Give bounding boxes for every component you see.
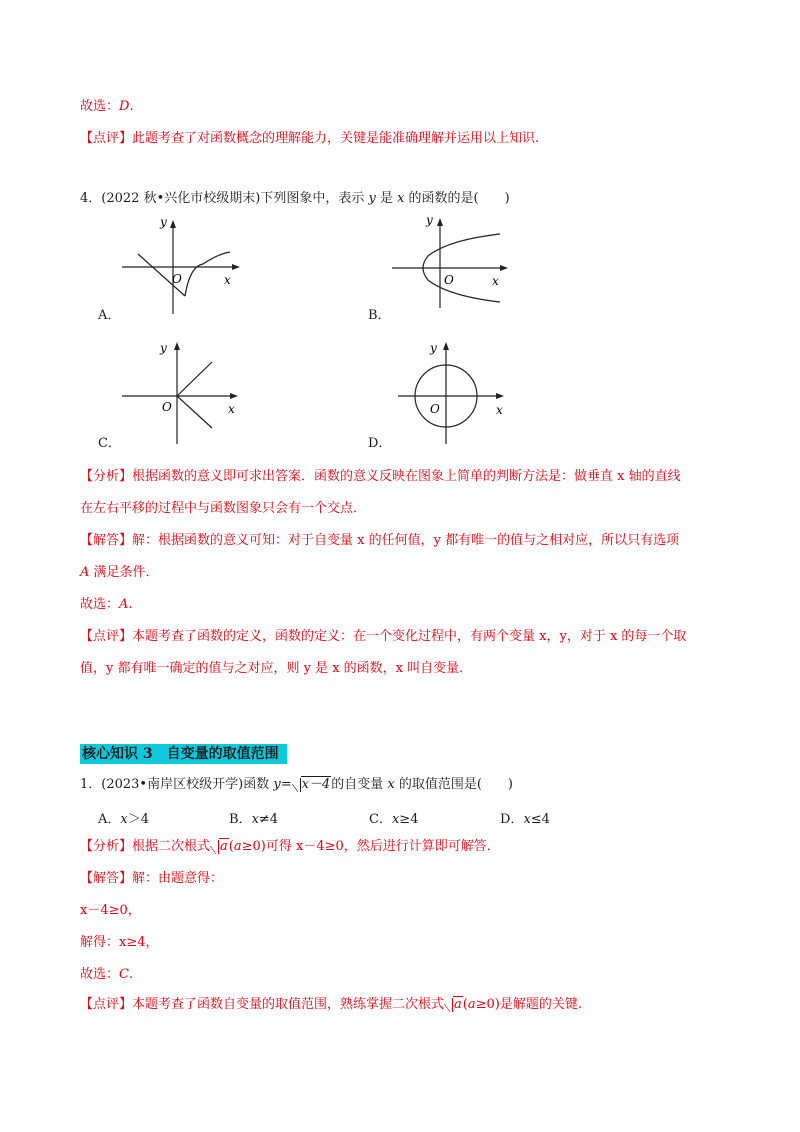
graph-d-x-label: x <box>496 403 503 417</box>
q1-solution-line: 【解答】解：由题意得： <box>80 871 224 886</box>
choice-c: C．x≥4 <box>369 812 419 827</box>
graph-a <box>120 214 250 316</box>
graph-b-y-label: y <box>426 213 433 227</box>
q4-comment-line1: 【点评】本题考查了函数的定义，函数的定义：在一个变化过程中，有两个变量 x，y，对于 x 的每一个取 <box>80 629 687 644</box>
comment-tag: 【点评】 <box>80 997 133 1012</box>
graph-a-origin-label: O <box>172 272 182 286</box>
option-d-label: D． <box>368 436 392 451</box>
graph-b-x-label: x <box>492 274 499 288</box>
sqrt-a-comment: a <box>444 996 463 1014</box>
graph-a-x-label: x <box>224 273 231 287</box>
q1-comment-line: 【点评】本题考查了函数自变量的取值范围，熟练掌握二次根式 a(a≥0)是解题的关键. <box>80 997 583 1012</box>
choice-a: A．x＞4 <box>98 812 150 827</box>
graph-c <box>120 336 250 446</box>
q4-analysis-line1: 【分析】根据函数的意义即可求出答案．函数的意义反映在图象上简单的判断方法是：做垂直 x 轴的直线 <box>80 469 681 484</box>
option-a-label: A． <box>98 308 121 323</box>
graph-c-y-label: y <box>160 341 167 355</box>
question-1-stem: 1．(2023•南岸区校级开学)函数 y= x－4的自变量 x 的取值范围是( ) <box>80 777 513 792</box>
question-4-stem: 4．(2022 秋•兴化市校级期末)下列图象中，表示 y 是 x 的函数的是( ) <box>80 191 510 206</box>
comment-tag: 【点评】 <box>80 629 133 644</box>
sqrt-expression: x－4 <box>292 776 332 794</box>
q4-answer-line: 故选：A. <box>80 597 133 612</box>
graph-c-x-label: x <box>228 402 235 416</box>
solution-tag: 【解答】 <box>80 871 133 886</box>
solution-tag: 【解答】 <box>80 533 133 548</box>
graph-d-origin-label: O <box>430 402 440 416</box>
q1-answer-line: 故选：C. <box>80 967 134 982</box>
sqrt-a: a <box>210 838 229 856</box>
q1-step2: 解得：x≥4， <box>80 935 159 950</box>
section-heading: 核心知识 3 自变量的取值范围 <box>80 744 287 764</box>
analysis-tag: 【分析】 <box>80 469 133 484</box>
comment-line: 【点评】此题考查了对函数概念的理解能力，关键是能准确理解并运用以上知识. <box>80 131 540 146</box>
q1-analysis-line: 【分析】根据二次根式 a(a≥0)可得 x－4≥0，然后进行计算即可解答． <box>80 839 500 854</box>
option-c-label: C． <box>98 436 121 451</box>
q1-step1: x－4≥0， <box>80 903 141 918</box>
graph-a-y-label: y <box>160 215 167 229</box>
comment-tag: 【点评】 <box>80 131 133 146</box>
choice-b: B．x≠4 <box>229 812 279 827</box>
option-b-label: B． <box>368 308 391 323</box>
graph-d-y-label: y <box>430 341 437 355</box>
q4-solution-line1: 【解答】解：根据函数的意义可知：对于自变量 x 的任何值，y 都有唯一的值与之相对应，所以只有选项 <box>80 533 680 548</box>
graph-c-origin-label: O <box>162 400 172 414</box>
q4-comment-line2: 值，y 都有唯一确定的值与之对应，则 y 是 x 的函数，x 叫自变量． <box>80 661 473 676</box>
analysis-tag: 【分析】 <box>80 839 133 854</box>
answer-line: 故选：D. <box>80 99 134 114</box>
graph-d <box>396 336 516 446</box>
graph-b <box>388 212 518 310</box>
q4-solution-line2: A 满足条件． <box>80 565 159 580</box>
q4-analysis-line2: 在左右平移的过程中与函数图象只会有一个交点． <box>80 501 367 516</box>
graph-b-origin-label: O <box>444 273 454 287</box>
choice-d: D．x≤4 <box>500 812 550 827</box>
